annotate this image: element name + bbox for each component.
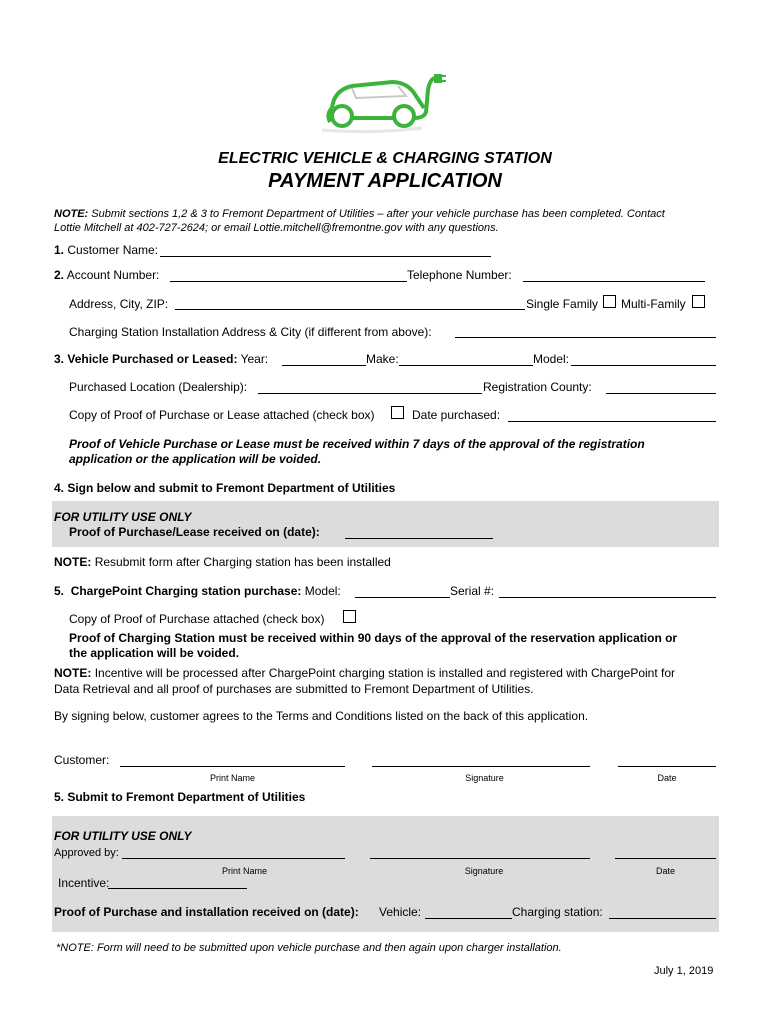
signature-caption: Signature [465,773,504,783]
terms-text: By signing below, customer agrees to the Terms and Conditions listed on the back of this application. [54,709,589,723]
page-title-line2: PAYMENT APPLICATION [268,170,502,192]
approved-by-print-name-field[interactable] [122,858,345,859]
date-purchased-field[interactable] [508,421,716,422]
vehicle-proof-warning-line1: Proof of Vehicle Purchase or Lease must be received within 7 days of the approval of the registration [69,437,645,451]
date-caption: Date [657,773,677,783]
proof-received-date-field[interactable] [345,538,493,539]
section4-heading: 4. Sign below and submit to Fremont Department of Utilities [54,481,396,495]
incentive-note-line2: Data Retrieval and all proof of purchases are submitted to Fremont Department of Utilities. [54,682,534,696]
charging-address-label: Charging Station Installation Address & City (if different from above): [69,325,432,339]
vehicle-date-label: Vehicle: [379,905,422,919]
ev-car-logo-icon [312,68,452,138]
vehicle-date-field[interactable] [425,918,512,919]
customer-signature-label: Customer: [54,753,110,767]
vehicle-model-field[interactable] [571,365,716,366]
print-name-caption: Print Name [209,773,255,783]
make-label: Make: [366,352,399,366]
single-family-checkbox[interactable] [603,295,616,308]
charging-address-field[interactable] [455,337,716,338]
registration-county-field[interactable] [606,393,716,394]
approved-date-caption: Date [655,866,675,876]
telephone-label: Telephone Number: [407,268,512,282]
multi-family-label: Multi-Family [621,297,686,311]
incentive-label: Incentive: [58,876,110,890]
customer-print-name-field[interactable] [120,766,345,767]
utility-box-2-heading: FOR UTILITY USE ONLY [54,829,192,843]
note-text: Submit sections 1,2 & 3 to Fremont Department of Utilities – after your vehicle purchase has been completed. Contact [91,208,665,220]
copy-proof-station-label: Copy of Proof of Purchase attached (check box) [69,612,325,626]
copy-proof-lease-checkbox[interactable] [391,406,404,419]
approved-by-signature-field[interactable] [370,858,590,859]
utility-box-1 [52,501,719,547]
approved-signature-caption: Signature [464,866,504,876]
registration-county-label: Registration County: [483,380,592,394]
vehicle-purchased-label: 3. Vehicle Purchased or Leased: Year: [54,352,269,366]
purchased-location-label: Purchased Location (Dealership): [69,380,248,394]
vehicle-make-field[interactable] [399,365,533,366]
single-family-label: Single Family [526,297,599,311]
approved-by-date-field[interactable] [615,858,716,859]
incentive-field[interactable] [108,888,247,889]
customer-signature-field[interactable] [372,766,590,767]
copy-proof-lease-label: Copy of Proof of Purchase or Lease attached (check box) [69,408,375,422]
account-number-field[interactable] [170,281,407,282]
purchased-location-field[interactable] [258,393,482,394]
date-purchased-label: Date purchased: [412,408,501,422]
account-number-label: 2. Account Number: [54,268,160,282]
approved-by-label: Approved by: [54,847,119,859]
resubmit-note: NOTE: Resubmit form after Charging station has been installed [54,555,391,569]
customer-name-field[interactable] [160,256,491,257]
copy-proof-station-checkbox[interactable] [343,610,356,623]
section5b-heading: 5. Submit to Fremont Department of Utilities [54,790,306,804]
customer-date-field[interactable] [618,766,716,767]
address-field[interactable] [175,309,525,310]
proof-install-label: Proof of Purchase and installation received on (date): [54,905,359,919]
note-label: NOTE: [54,208,89,220]
utility-box-1-heading: FOR UTILITY USE ONLY [54,510,192,524]
serial-label: Serial #: [450,584,495,598]
charging-station-date-field[interactable] [609,918,716,919]
address-label: Address, City, ZIP: [69,297,169,311]
telephone-field[interactable] [523,281,705,282]
model-label: Model: [533,352,570,366]
proof-received-label: Proof of Purchase/Lease received on (date): [69,525,320,539]
incentive-note-line1: NOTE: Incentive will be processed after ChargePoint charging station is installed and registered with ChargePoint for [54,666,676,680]
note-top-line2: Lottie Mitchell at 402-727-2624; or email Lottie.mitchell@fremontne.gov with any questions. [54,222,499,234]
chargepoint-purchase-label: 5. ChargePoint Charging station purchase: Model: [54,584,341,598]
approved-print-name-caption: Print Name [221,866,267,876]
chargepoint-model-field[interactable] [355,597,450,598]
vehicle-year-field[interactable] [282,365,366,366]
note-top-line1 [54,208,665,220]
charging-station-date-label: Charging station: [512,905,603,919]
page-title-line1: ELECTRIC VEHICLE & CHARGING STATION [218,150,552,167]
footer-date: July 1, 2019 [654,965,714,977]
section1-label: 1. Customer Name: [54,243,159,257]
station-proof-warning-line2: the application will be voided. [69,646,240,660]
footer-note: *NOTE: Form will need to be submitted upon vehicle purchase and then again upon charger installation. [56,942,562,954]
station-proof-warning-line1: Proof of Charging Station must be received within 90 days of the approval of the reservation application or [69,631,678,645]
chargepoint-serial-field[interactable] [499,597,716,598]
vehicle-proof-warning-line2: application or the application will be voided. [69,452,322,466]
multi-family-checkbox[interactable] [692,295,705,308]
